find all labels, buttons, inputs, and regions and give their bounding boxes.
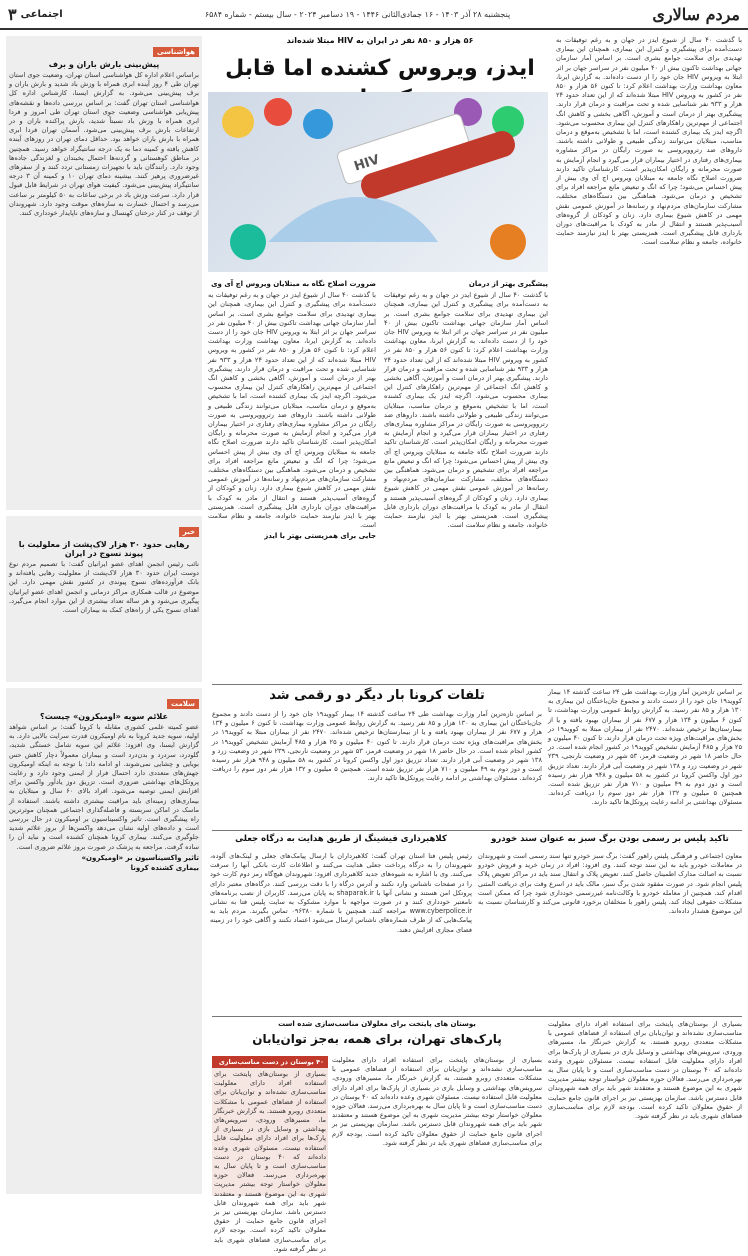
hiv-body-text-2: با گذشت ۴۰ سال از شیوع ایدز در جهان و به رغم توفیقات به دست‌آمده برای پیشگیری و کنترل این بیماری، همچنان این بیماری تهدیدی برای سلامت جوامع بشری است. بر اساس آمار سازمان جهانی بهداشت تاکنون بیش از ۴۰ میلیون نفر در سراسر جهان بر اثر ابتلا به ویروس HIV جان خود را از دست داده‌اند. به گزارش ایرنا، معاون بهداشت وزارت بهداشت اعلام کرد: تا کنون ۵۶ هزار و ۸۵۰ نفر در کشور به ویروس HIV مبتلا شده‌اند که از این تعداد حدود ۲۴ هزار و ۹۳۳ نفر شناسایی شده و تحت مراقبت و درمان قرار دارند. پیشگیری بهتر از درمان است و آموزش، آگاهی بخشی و کاهش انگ اجتماعی از مهم‌ترین راهکارهای کنترل این بیماری محسوب می‌شود. اگرچه ایدز یک بیماری کشنده است، اما با تشخیص به‌موقع و درمان مناسب، مبتلایان می‌توانند زندگی طبیعی و طولانی داشته باشند. داروهای ضد رتروویروسی به صورت رایگان در مراکز مشاوره بیماری‌های رفتاری در اختیار بیماران قرار می‌گیرد و انجام آزمایش به صورت محرمانه و رایگان امکان‌پذیر است. کارشناسان تاکید دارند ضرورت اصلاح نگاه جامعه به مبتلایان ویروس اچ آی وی بیش از پیش احساس می‌شود؛ چرا که انگ و تبعیض مانع مراجعه افراد برای تشخیص و درمان می‌شود. هماهنگی بین دستگاه‌های مختلف، مشارکت سازمان‌های مردم‌نهاد و رسانه‌ها در آموزش عمومی نقش مهمی در کاهش شیوع بیماری دارد. زنان و کودکان از گروه‌های آسیب‌پذیر هستند و انتقال از مادر به کودک با مراقبت‌های دوران بارداری قابل پیشگیری است. همزیستی بهتر با ایدز نیازمند حمایت خانواده، جامعه و نظام سلامت است. <box>384 291 549 530</box>
release-box <box>6 516 202 682</box>
corona-title-box <box>212 688 542 708</box>
hiv-body-text-3: با گذشت ۴۰ سال از شیوع ایدز در جهان و به رغم توفیقات به دست‌آمده برای پیشگیری و کنترل این بیماری، همچنان این بیماری تهدیدی برای سلامت جوامع بشری است. بر اساس آمار سازمان جهانی بهداشت تاکنون بیش از ۴۰ میلیون نفر در سراسر جهان بر اثر ابتلا به ویروس HIV جان خود را از دست داده‌اند. به گزارش ایرنا، معاون بهداشت وزارت بهداشت اعلام کرد: تا کنون ۵۶ هزار و ۸۵۰ نفر در کشور به ویروس HIV مبتلا شده‌اند که از این تعداد حدود ۲۴ هزار و ۹۳۳ نفر شناسایی شده و تحت مراقبت و درمان قرار دارند. پیشگیری بهتر از درمان است و آموزش، آگاهی بخشی و کاهش انگ اجتماعی از مهم‌ترین راهکارهای کنترل این بیماری محسوب می‌شود. اگرچه ایدز یک بیماری کشنده است، اما با تشخیص به‌موقع و درمان مناسب، مبتلایان می‌توانند زندگی طبیعی و طولانی داشته باشند. داروهای ضد رتروویروسی به صورت رایگان در مراکز مشاوره بیماری‌های رفتاری در اختیار بیماران قرار می‌گیرد و انجام آزمایش به صورت محرمانه و رایگان امکان‌پذیر است. کارشناسان تاکید دارند ضرورت اصلاح نگاه جامعه به مبتلایان ویروس اچ آی وی بیش از پیش احساس می‌شود؛ چرا که انگ و تبعیض مانع مراجعه افراد برای تشخیص و درمان می‌شود. هماهنگی بین دستگاه‌های مختلف، مشارکت سازمان‌های مردم‌نهاد و رسانه‌ها در آموزش عمومی نقش مهمی در کاهش شیوع بیماری دارد. زنان و کودکان از گروه‌های آسیب‌پذیر هستند و انتقال از مادر به کودک با مراقبت‌های دوران بارداری قابل پیشگیری است. همزیستی بهتر با ایدز نیازمند حمایت خانواده، جامعه و نظام سلامت است. <box>208 291 377 530</box>
parks-title: پارک‌های تهران، برای همه، به‌جز توان‌یابان <box>252 1032 502 1046</box>
release-title: رهایی حدود ۳۰ هزار لاک‌پشت از معلولیت با پیوند نسوج در ایران <box>18 540 190 558</box>
dateline: پنجشنبه ۲۸ آذر ۱۴۰۳ - ۱۶ جمادی‌الثانی ۱۴۴۶ - ۱۹ دسامبر ۲۰۲۴ - سال بیستم - شماره ۶۵۸۴ <box>204 9 511 19</box>
hiv-title-box <box>208 54 552 88</box>
hiv-subhead-1: پیشگیری بهتر از درمان <box>468 280 548 288</box>
newspaper-logo: مردم سالاری <box>652 4 740 24</box>
hiv-body-middle <box>384 278 548 678</box>
health-box <box>6 688 202 1194</box>
weather-title: پیش‌بینی بارش باران و برف <box>48 60 160 69</box>
hiv-kicker: ۵۶ هزار و ۸۵۰ نفر در ایران به HIV مبتلا شده‌اند <box>286 36 474 45</box>
page-number: ۳ <box>8 4 17 24</box>
health-subhead-2: بیماری کشنده کرونا <box>130 863 199 872</box>
parks-body-text-2: بسیاری از بوستان‌های پایتخت برای استفاده افراد دارای معلولیت مناسب‌سازی نشده‌اند و توان‌یابان برای استفاده از فضاهای عمومی با مشکلات متعددی روبرو هستند. به گزارش خبرنگار ما، مسیرهای ورودی، سرویس‌های بهداشتی و وسایل بازی در بسیاری از پارک‌ها برای افراد دارای معلولیت قابل استفاده نیست. مسئولان شهری وعده داده‌اند که ۴۰ بوستان در دست مناسب‌سازی است و تا پایان سال به بهره‌برداری می‌رسد. فعالان حوزه معلولان خواستار توجه بیشتر مدیریت شهری به این موضوع هستند و معتقدند شهر باید برای همه شهروندان قابل دسترس باشد. سازمان بهزیستی نیز بر اجرای قانون جامع حمایت از حقوق معلولان تاکید کرده است. بودجه لازم برای مناسب‌سازی فضاهای شهری باید در نظر گرفته شود. <box>548 1020 742 1121</box>
hiv-tube-label: HIV <box>352 152 382 175</box>
parks-body-right <box>548 1020 742 1196</box>
weather-tag: هواشناسی <box>153 47 199 57</box>
health-tag: سلامت <box>167 699 199 709</box>
hiv-body-text-1: با گذشت ۴۰ سال از شیوع ایدز در جهان و به رغم توفیقات به دست‌آمده برای پیشگیری و کنترل این بیماری، همچنان این بیماری تهدیدی برای سلامت جوامع بشری است. بر اساس آمار سازمان جهانی بهداشت تاکنون بیش از ۴۰ میلیون نفر در سراسر جهان بر اثر ابتلا به ویروس HIV جان خود را از دست داده‌اند. به گزارش ایرنا، معاون بهداشت وزارت بهداشت اعلام کرد: تا کنون ۵۶ هزار و ۸۵۰ نفر در کشور به ویروس HIV مبتلا شده‌اند که از این تعداد حدود ۲۴ هزار و ۹۳۳ نفر شناسایی شده و تحت مراقبت و درمان قرار دارند. پیشگیری بهتر از درمان است و آموزش، آگاهی بخشی و کاهش انگ اجتماعی از مهم‌ترین راهکارهای کنترل این بیماری محسوب می‌شود. اگرچه ایدز یک بیماری کشنده است، اما با تشخیص به‌موقع و درمان مناسب، مبتلایان می‌توانند زندگی طبیعی و طولانی داشته باشند. داروهای ضد رتروویروسی به صورت رایگان در مراکز مشاوره بیماری‌های رفتاری در اختیار بیماران قرار می‌گیرد و انجام آزمایش به صورت محرمانه و رایگان امکان‌پذیر است. کارشناسان تاکید دارند ضرورت اصلاح نگاه جامعه به مبتلایان ویروس اچ آی وی بیش از پیش احساس می‌شود؛ چرا که انگ و تبعیض مانع مراجعه افراد برای تشخیص و درمان می‌شود. هماهنگی بین دستگاه‌های مختلف، مشارکت سازمان‌های مردم‌نهاد و رسانه‌ها در آموزش عمومی نقش مهمی در کاهش شیوع بیماری دارد. زنان و کودکان از گروه‌های آسیب‌پذیر هستند و انتقال از مادر به کودک با مراقبت‌های دوران بارداری قابل پیشگیری است. همزیستی بهتر با ایدز نیازمند حمایت خانواده، جامعه و نظام سلامت است. <box>556 36 742 247</box>
hiv-subhead-3: جایی برای همزیستی بهتر با ایدز <box>264 532 376 541</box>
weather-body: براساس اعلام اداره کل هواشناسی استان تهران، وضعیت جوی استان تهران طی ۴ روز آینده ابری همراه با وزش باد شدید و بارش باران و برف پیش‌بینی می‌شود. به گزارش ایسنا، کارشناس اداره کل هواشناسی استان تهران گفت: بر اساس بررسی داده‌ها و نقشه‌های پیش‌یابی هواشناسی وضعیت جوی استان تهران طی امروز و فردا ابری همراه با وزش باد نسبتاً شدید، بارش پراکنده باران و در ارتفاعات بارش برف پیش‌بینی می‌شود. آسمان تهران فردا ابری همراه با بارش باران خواهد بود. حداقل دمای تهران در روزهای آینده کاهش یافته و کمینه دما به یک درجه سانتیگراد خواهد رسید. همچنین در مناطق کوهستانی و گردنه‌ها احتمال یخبندان و لغزندگی جاده‌ها وجود دارد. رانندگان باید با تجهیزات زمستانی تردد کنند و از سفرهای غیرضروری پرهیز کنند. بیشینه دمای تهران ۱۰ و کمینه آن ۳ درجه سانتیگراد پیش‌بینی می‌شود. کیفیت هوای تهران در شرایط قابل قبول قرار دارد. سرعت وزش باد در برخی ساعات به ۵۰ کیلومتر بر ساعت می‌رسد و احتمال خسارت به سازه‌های موقت وجود دارد. شهروندان از توقف در کنار درختان کهنسال و سازه‌های ناپایدار خودداری کنند. <box>9 71 199 218</box>
parks-red-note: ۴۰ بوستان در دست مناسب‌سازی <box>212 1056 328 1068</box>
hiv-body-right <box>556 36 742 676</box>
divider-rule <box>212 684 742 685</box>
corona-body-text-2: بر اساس تازه‌ترین آمار وزارت بهداشت طی ۲۴ ساعت گذشته ۱۴ بیمار کووید۱۹ جان خود را از دست دادند و مجموع جان‌باختگان این بیماری به ۱۳۰ هزار و ۸۵ نفر رسید. به گزارش روابط عمومی وزارت بهداشت، تا کنون ۶ میلیون و ۱۳۴ هزار و ۶۷۷ نفر از بیماران بهبود یافته و یا از بیمارستان‌ها ترخیص شده‌اند. ۲۴۷۰ نفر از بیماران مبتلا به کووید۱۹ در بخش‌های مراقبت‌های ویژه تحت درمان قرار دارند. تا کنون ۴۰ میلیون و ۲۵ هزار و ۴۸۵ آزمایش تشخیص کووید۱۹ در کشور انجام شده است. در حال حاضر ۱۸ شهر در وضعیت قرمز، ۵۳ شهر در وضعیت نارنجی، ۲۳۹ شهر در وضعیت زرد و ۱۳۸ شهر در وضعیت آبی قرار دارند. تعداد تزریق دوز اول واکسن کرونا در کشور به ۵۸ میلیون و ۹۴۸ هزار نفر رسیده است و دوز دوم به ۴۹ میلیون و ۷۱۰ هزار نفر تزریق شده است. همچنین ۵ میلیون و ۱۳۲ هزار نفر دوز سوم را دریافت کرده‌اند. مسئولان بهداشتی بر ادامه رعایت پروتکل‌ها تاکید دارند. <box>548 688 743 807</box>
phishing-title-box <box>210 834 472 850</box>
police-title-box <box>478 834 742 850</box>
hiv-title: ایدز، ویروس کشنده اما قابل <box>225 56 535 81</box>
phishing-title: کلاهبرداری فیشینگ از طریق هدایت به درگاه جعلی <box>235 834 447 844</box>
health-title: علائم سویه «اومیکرون» چیست؟ <box>40 712 168 721</box>
masthead <box>0 0 748 30</box>
corona-body-right <box>548 688 742 826</box>
divider-rule-3 <box>212 1016 742 1017</box>
hiv-test-tubes-illustration <box>208 92 548 272</box>
hiv-body-left <box>208 278 376 678</box>
parks-body <box>332 1056 542 1196</box>
police-body-text: معاون اجتماعی و فرهنگی پلیس راهور گفت: برگ سبز خودرو تنها سند رسمی است و شهروندان در معاملات خودرو باید به این سند توجه کنند. وی افزود: افراد در زمان خرید و فروش خودرو نسبت به اصالت مدارک اطمینان حاصل کنند. تعویض پلاک و انتقال سند باید در مراکز تعویض پلاک پلیس انجام شود. در صورت مفقود شدن برگ سبز، مالک باید در اسرع وقت برای دریافت المثنی اقدام کند. همچنین از معامله خودرو با وکالت‌نامه غیررسمی خودداری شود چرا که ممکن است مشکلات حقوقی ایجاد کند. پلیس راهور با متخلفان برخورد قانونی می‌کند و کارشناسان نسبت به این موضوع هشدار داده‌اند. <box>478 852 742 916</box>
health-body: عضو کمیته علمی کشوری مقابله با کرونا گفت: بر اساس شواهد اولیه، سویه جدید کرونا به نام اومیکرون قدرت سرایت بالایی دارد. به گزارش ایسنا، وی افزود: علائم این سویه شامل خستگی شدید، گلودرد، سردرد و بدن‌درد است و بیماران معمولاً دچار کاهش حس بویایی و چشایی نمی‌شوند. او ادامه داد: با توجه به اینکه اومیکرون جهش‌های متعددی دارد احتمال فرار از ایمنی وجود دارد و رعایت پروتکل‌های بهداشتی ضروری است. تزریق دوز یادآور واکسن برای افزایش ایمنی توصیه می‌شود. افراد بالای ۶۰ سال و مبتلایان به بیماری‌های زمینه‌ای باید مراقبت بیشتری داشته باشند. استفاده از ماسک در اماکن سربسته و فاصله‌گذاری اجتماعی همچنان موثرترین راه پیشگیری است. تاثیر واکسیناسیون بر اومیکرون در حال بررسی است و داده‌های اولیه نشان می‌دهد واکسن‌ها از بروز علائم شدید جلوگیری می‌کنند. بیماری کرونا همچنان کشنده است و نباید آن را ساده گرفت. مراجعه به پزشک در صورت بروز علائم ضروری است. <box>9 723 199 851</box>
parks-sidebar-text: بسیاری از بوستان‌های پایتخت برای استفاده افراد دارای معلولیت مناسب‌سازی نشده‌اند و توان‌یابان برای استفاده از فضاهای عمومی با مشکلات متعددی روبرو هستند. به گزارش خبرنگار ما، مسیرهای ورودی، سرویس‌های بهداشتی و وسایل بازی در بسیاری از پارک‌ها برای افراد دارای معلولیت قابل استفاده نیست. مسئولان شهری وعده داده‌اند که ۴۰ بوستان در دست مناسب‌سازی است و تا پایان سال به بهره‌برداری می‌رسد. فعالان حوزه معلولان خواستار توجه بیشتر مدیریت شهری به این موضوع هستند و معتقدند شهر باید برای همه شهروندان قابل دسترس باشد. سازمان بهزیستی نیز بر اجرای قانون جامع حمایت از حقوق معلولان تاکید کرده است. بودجه لازم برای مناسب‌سازی فضاهای شهری باید در نظر گرفته شود. <box>214 1070 327 1253</box>
parks-body-text: بسیاری از بوستان‌های پایتخت برای استفاده افراد دارای معلولیت مناسب‌سازی نشده‌اند و توان‌یابان برای استفاده از فضاهای عمومی با مشکلات متعددی روبرو هستند. به گزارش خبرنگار ما، مسیرهای ورودی، سرویس‌های بهداشتی و وسایل بازی در بسیاری از پارک‌ها برای افراد دارای معلولیت قابل استفاده نیست. مسئولان شهری وعده داده‌اند که ۴۰ بوستان در دست مناسب‌سازی است و تا پایان سال به بهره‌برداری می‌رسد. فعالان حوزه معلولان خواستار توجه بیشتر مدیریت شهری به این موضوع هستند و معتقدند شهر باید برای همه شهروندان قابل دسترس باشد. سازمان بهزیستی نیز بر اجرای قانون جامع حمایت از حقوق معلولان تاکید کرده است. بودجه لازم برای مناسب‌سازی فضاهای شهری باید در نظر گرفته شود. <box>332 1056 543 1147</box>
parks-title-box <box>212 1032 542 1052</box>
phishing-body <box>210 852 472 1012</box>
health-subhead-1: تاثیر واکسیناسیون بر «اومیکرون» <box>81 853 199 862</box>
divider-rule-2 <box>212 830 742 831</box>
section-label <box>8 5 63 24</box>
corona-title: تلفات کرونا بار دیگر دو رقمی شد <box>269 688 485 703</box>
hiv-subhead-2: ضرورت اصلاح نگاه به مبتلایان ویروس اچ آی وی <box>211 280 376 288</box>
parks-sidebar <box>212 1056 328 1253</box>
police-body <box>478 852 742 1012</box>
corona-body <box>212 710 542 826</box>
corona-body-text: بر اساس تازه‌ترین آمار وزارت بهداشت طی ۲۴ ساعت گذشته ۱۴ بیمار کووید۱۹ جان خود را از دست دادند و مجموع جان‌باختگان این بیماری به ۱۳۰ هزار و ۸۵ نفر رسید. به گزارش روابط عمومی وزارت بهداشت، تا کنون ۶ میلیون و ۱۳۴ هزار و ۶۷۷ نفر از بیماران بهبود یافته و یا از بیمارستان‌ها ترخیص شده‌اند. ۲۴۷۰ نفر از بیماران مبتلا به کووید۱۹ در بخش‌های مراقبت‌های ویژه تحت درمان قرار دارند. تا کنون ۴۰ میلیون و ۲۵ هزار و ۴۸۵ آزمایش تشخیص کووید۱۹ در کشور انجام شده است. در حال حاضر ۱۸ شهر در وضعیت قرمز، ۵۳ شهر در وضعیت نارنجی، ۲۳۹ شهر در وضعیت زرد و ۱۳۸ شهر در وضعیت آبی قرار دارند. تعداد تزریق دوز اول واکسن کرونا در کشور به ۵۸ میلیون و ۹۴۸ هزار نفر رسیده است و دوز دوم به ۴۹ میلیون و ۷۱۰ هزار نفر تزریق شده است. همچنین ۵ میلیون و ۱۳۲ هزار نفر دوز سوم را دریافت کرده‌اند. مسئولان بهداشتی بر ادامه رعایت پروتکل‌ها تاکید دارند. <box>212 710 543 783</box>
release-body: نائب رئیس انجمن اهدای عضو ایرانیان گفت: با تصمیم مردم نوع دوست ایران حدود ۳۰ هزار لاک‌پشت از معلولیت رهایی یافته‌اند و بانک فرآورده‌های نسوج پیوندی در کشور نقش مهمی دارد. این موضوع در قالب همکاری مراکز درمانی و انجمن اهدای عضو ایرانیان پیگیری می‌شود و هر ساله تعداد بیشتری از این موارد انجام می‌گیرد. اهدای نسوج یکی از راه‌های کمک به بیماران است. <box>9 560 199 615</box>
parks-kicker: بوستان های پایتخت برای معلولان مناسب‌سازی شده است <box>278 1020 476 1028</box>
hiv-photo <box>208 92 548 272</box>
phishing-body-text: رئیس پلیس فتا استان تهران گفت: کلاهبرداران با ارسال پیامک‌های جعلی و لینک‌های آلوده، شهروندان را به درگاه پرداخت جعلی هدایت می‌کنند و اطلاعات کارت بانکی آنها را سرقت می‌کنند. وی با اشاره به شیوه‌های جدید کلاهبرداری افزود: شهروندان هیچ‌گاه رمز دوم کارت خود را در صفحات ناشناس وارد نکنند و آدرس درگاه را با دقت بررسی کنند. درگاه‌های معتبر دارای پروتکل امن هستند و نشانی آنها با shaparak.ir به پایان می‌رسد. کاربران از نصب برنامه‌های نامعتبر خودداری کنند و در صورت مواجهه با موارد مشکوک به سایت پلیس فتا به نشانی www.cyberpolice.ir مراجعه کنند. همچنین با شماره ۰۹۶۳۸۰ تماس بگیرند. مردم باید به پیامک‌هایی که از طرف شماره‌های ناشناس ارسال می‌شود اعتماد نکنند و آگاهی خود را در زمینه فضای مجازی افزایش دهند. <box>210 852 472 934</box>
release-tag: خبر <box>179 527 199 537</box>
section-name: اجتماعی <box>20 8 63 20</box>
parks-kicker-box <box>212 1020 542 1032</box>
police-title: تاکید پلیس بر رسمی بودن برگ سبز به عنوان سند خودرو <box>491 834 729 844</box>
weather-box <box>6 36 202 510</box>
